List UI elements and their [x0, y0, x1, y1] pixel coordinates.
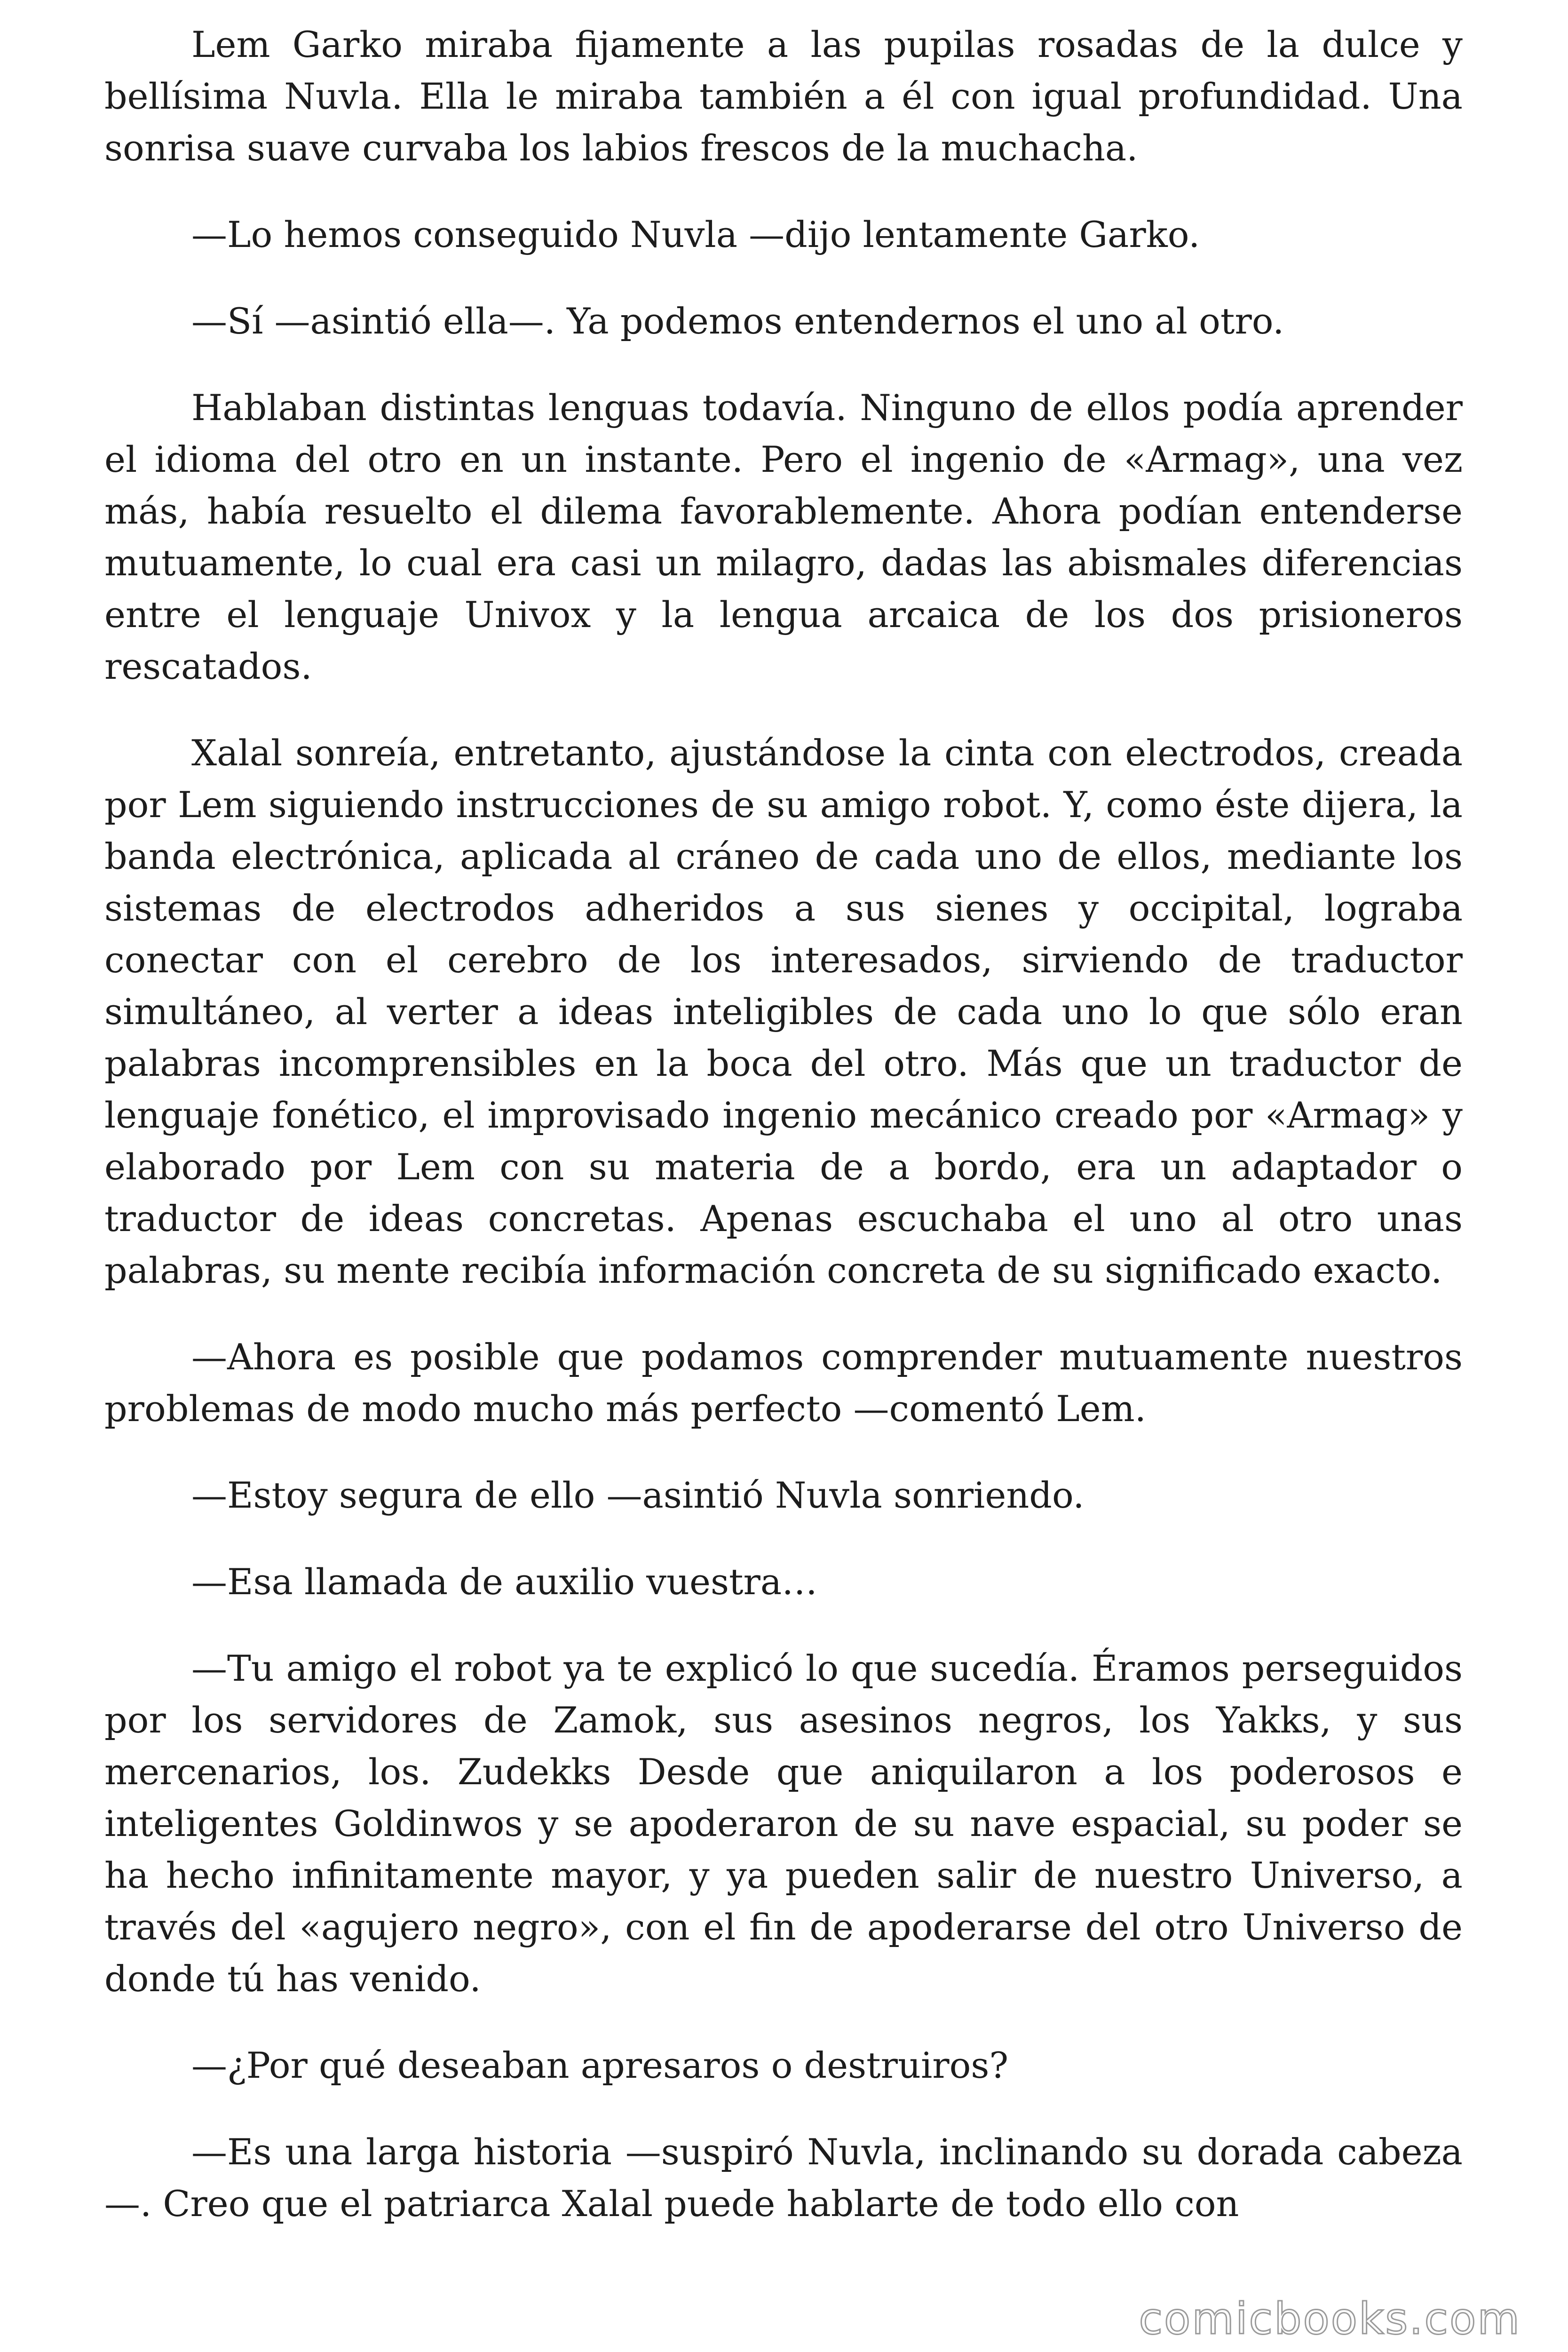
paragraph: —Ahora es posible que podamos comprender mutuamente nuestros problemas de modo mucho más perfecto —comentó Lem. [104, 1336, 1463, 1430]
paragraph: —Sí —asintió ella—. Ya podemos entendernos el uno al otro. [191, 300, 1284, 342]
watermark: comicbooks.com [1139, 2294, 1521, 2344]
paragraph: —Esa llamada de auxilio vuestra… [191, 1561, 818, 1603]
paragraph: —Tu amigo el robot ya te explicó lo que sucedía. Éramos perseguidos por los servidores de Zamok, sus asesinos negros, los Yakks, y sus mercenarios, los. Zudekks Desde que aniquilaron a los poderosos e inteligentes Goldinwos y se apoderaron de su nave espacial, su poder se ha hecho infinitamente mayor, y ya pueden salir de nuestro Universo, a través del «agujero negro», con el fin de apoderarse del otro Universo de donde tú has venido. [104, 1647, 1463, 2000]
paragraph: Xalal sonreía, entretanto, ajustándose la cinta con electrodos, creada por Lem siguiendo instrucciones de su amigo robot. Y, como éste dijera, la banda electrónica, aplicada al cráneo de cada uno de ellos, mediante los sistemas de electrodos adheridos a sus sienes y occipital, lograba conectar con el cerebro de los interesados, sirviendo de traductor simultáneo, al verter a ideas inteligibles de cada uno lo que sólo eran palabras incomprensibles en la boca del otro. Más que un traductor de lenguaje fonético, el improvisado ingenio mecánico creado por «Armag» y elaborado por Lem con su materia de a bordo, era un adaptador o traductor de ideas concretas. Apenas escuchaba el uno al otro unas palabras, su mente recibía información concreta de su significado exacto. [104, 732, 1463, 1291]
paragraph: —Lo hemos conseguido Nuvla —dijo lentamente Garko. [191, 214, 1200, 255]
paragraph: Hablaban distintas lenguas todavía. Ninguno de ellos podía aprender el idioma del otro en un instante. Pero el ingenio de «Armag», una vez más, había resuelto el dilema favorablemente. Ahora podían entenderse mutuamente, lo cual era casi un milagro, dadas las abismales diferencias entre el lenguaje Univox y la lengua arcaica de los dos prisioneros rescatados. [104, 387, 1463, 687]
paragraph: —¿Por qué deseaban apresaros o destruiros? [191, 2044, 1009, 2086]
paragraph: —Es una larga historia —suspiró Nuvla, inclinando su dorada cabeza—. Creo que el patriarca Xalal puede hablarte de todo ello con [104, 2131, 1463, 2225]
paragraph: Lem Garko miraba fijamente a las pupilas rosadas de la dulce y bellísima Nuvla. Ella le miraba también a él con igual profundidad. Una sonrisa suave curvaba los labios frescos de la muchacha. [104, 24, 1463, 169]
paragraph: —Estoy segura de ello —asintió Nuvla sonriendo. [191, 1474, 1085, 1516]
page-text [104, 19, 1463, 2265]
